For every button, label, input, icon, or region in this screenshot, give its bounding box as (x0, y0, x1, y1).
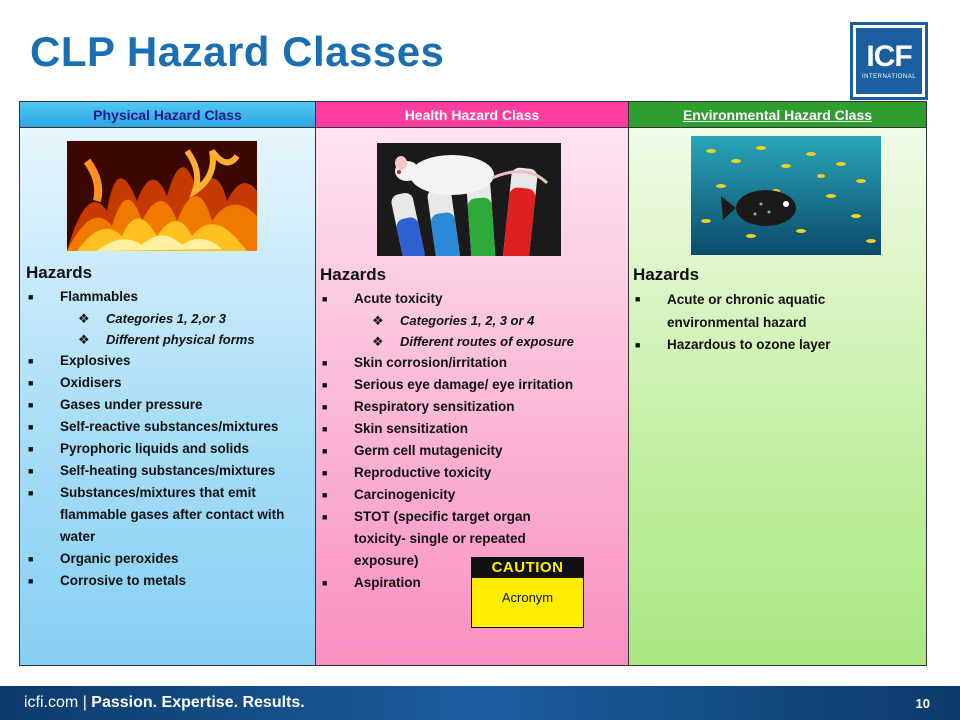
list-item: ■ Explosives (26, 350, 302, 372)
diamond-bullet-icon: ❖ (78, 332, 90, 347)
slide-title: CLP Hazard Classes (30, 28, 445, 75)
list-item: ■ Gases under pressure (26, 394, 302, 416)
square-bullet-icon: ■ (635, 340, 641, 350)
list-item: ❖ Different routes of exposure (320, 331, 620, 352)
square-bullet-icon: ■ (28, 466, 34, 476)
list-item: ■ STOT (specific target organ toxicity- single or repeated exposure) (320, 506, 620, 572)
list-item: ■ Skin corrosion/irritation (320, 352, 620, 374)
caution-label: CAUTION (472, 558, 583, 578)
square-bullet-icon: ■ (322, 512, 328, 522)
square-bullet-icon: ■ (322, 294, 328, 304)
physical-hazards-label: Hazards (26, 263, 93, 282)
list-item: ■ Corrosive to metals (26, 570, 302, 592)
square-bullet-icon: ■ (28, 576, 34, 586)
list-item: ■ Oxidisers (26, 372, 302, 394)
health-hazards-list (320, 288, 620, 594)
list-item: ■ Respiratory sensitization (320, 396, 620, 418)
square-bullet-icon: ■ (322, 468, 328, 478)
square-bullet-icon: ■ (28, 554, 34, 564)
list-item: ■ Skin sensitization (320, 418, 620, 440)
square-bullet-icon: ■ (28, 292, 34, 302)
list-item: ❖ Categories 1, 2, 3 or 4 (320, 310, 620, 331)
square-bullet-icon: ■ (322, 380, 328, 390)
physical-hazards-list (26, 286, 302, 592)
square-bullet-icon: ■ (322, 358, 328, 368)
column-environmental (629, 128, 926, 665)
table-header (20, 102, 926, 128)
square-bullet-icon: ■ (28, 488, 34, 498)
list-item: ■ Reproductive toxicity (320, 462, 620, 484)
list-item: ■ Hazardous to ozone layer (633, 334, 913, 356)
footer-separator: | (82, 694, 87, 711)
footer-tagline: Passion. Expertise. Results. (91, 694, 305, 711)
square-bullet-icon: ■ (322, 446, 328, 456)
square-bullet-icon: ■ (28, 444, 34, 454)
square-bullet-icon: ■ (322, 490, 328, 500)
logo-subtext: INTERNATIONAL (861, 74, 917, 80)
header-environmental: Environmental Hazard Class (629, 102, 926, 128)
square-bullet-icon: ■ (28, 356, 34, 366)
list-item: ■ Aspiration (320, 572, 620, 594)
list-item: ■ Self-reactive substances/mixtures (26, 416, 302, 438)
diamond-bullet-icon: ❖ (372, 334, 384, 349)
fire-image (67, 141, 257, 251)
square-bullet-icon: ■ (28, 400, 34, 410)
square-bullet-icon: ■ (28, 378, 34, 388)
health-hazards-label: Hazards (320, 265, 387, 284)
list-item: ❖ Different physical forms (26, 329, 302, 350)
list-item: ■ Acute toxicity (320, 288, 620, 310)
footer-site: icfi.com (24, 694, 79, 711)
list-item: ■ Self-heating substances/mixtures (26, 460, 302, 482)
header-physical: Physical Hazard Class (20, 102, 316, 128)
lab-mouse-image (377, 143, 561, 256)
header-health: Health Hazard Class (316, 102, 629, 128)
environmental-hazards-list (633, 288, 913, 356)
caution-text: Acronym (501, 590, 554, 605)
environmental-hazards-label: Hazards (633, 265, 700, 284)
column-physical (20, 128, 316, 665)
list-item: ■ Germ cell mutagenicity (320, 440, 620, 462)
list-item: ■ Substances/mixtures that emit flammable gases after contact with water (26, 482, 302, 548)
caution-sign (471, 557, 584, 628)
footer-bar (0, 686, 960, 720)
list-item: ■ Serious eye damage/ eye irritation (320, 374, 620, 396)
diamond-bullet-icon: ❖ (372, 313, 384, 328)
square-bullet-icon: ■ (322, 402, 328, 412)
square-bullet-icon: ■ (322, 578, 328, 588)
list-item: ■ Flammables (26, 286, 302, 308)
diamond-bullet-icon: ❖ (78, 311, 90, 326)
list-item: ❖ Categories 1, 2,or 3 (26, 308, 302, 329)
square-bullet-icon: ■ (322, 424, 328, 434)
list-item: ■ Pyrophoric liquids and solids (26, 438, 302, 460)
logo-mark (856, 28, 922, 94)
footer-text (24, 694, 305, 712)
logo-text: ICF (866, 40, 912, 73)
fish-image (691, 136, 881, 255)
list-item: ■ Acute or chronic aquatic environmental hazard (633, 288, 913, 334)
icf-logo (850, 22, 928, 100)
page-number: 10 (915, 696, 930, 711)
list-item: ■ Organic peroxides (26, 548, 302, 570)
square-bullet-icon: ■ (28, 422, 34, 432)
square-bullet-icon: ■ (635, 294, 641, 304)
list-item: ■ Carcinogenicity (320, 484, 620, 506)
